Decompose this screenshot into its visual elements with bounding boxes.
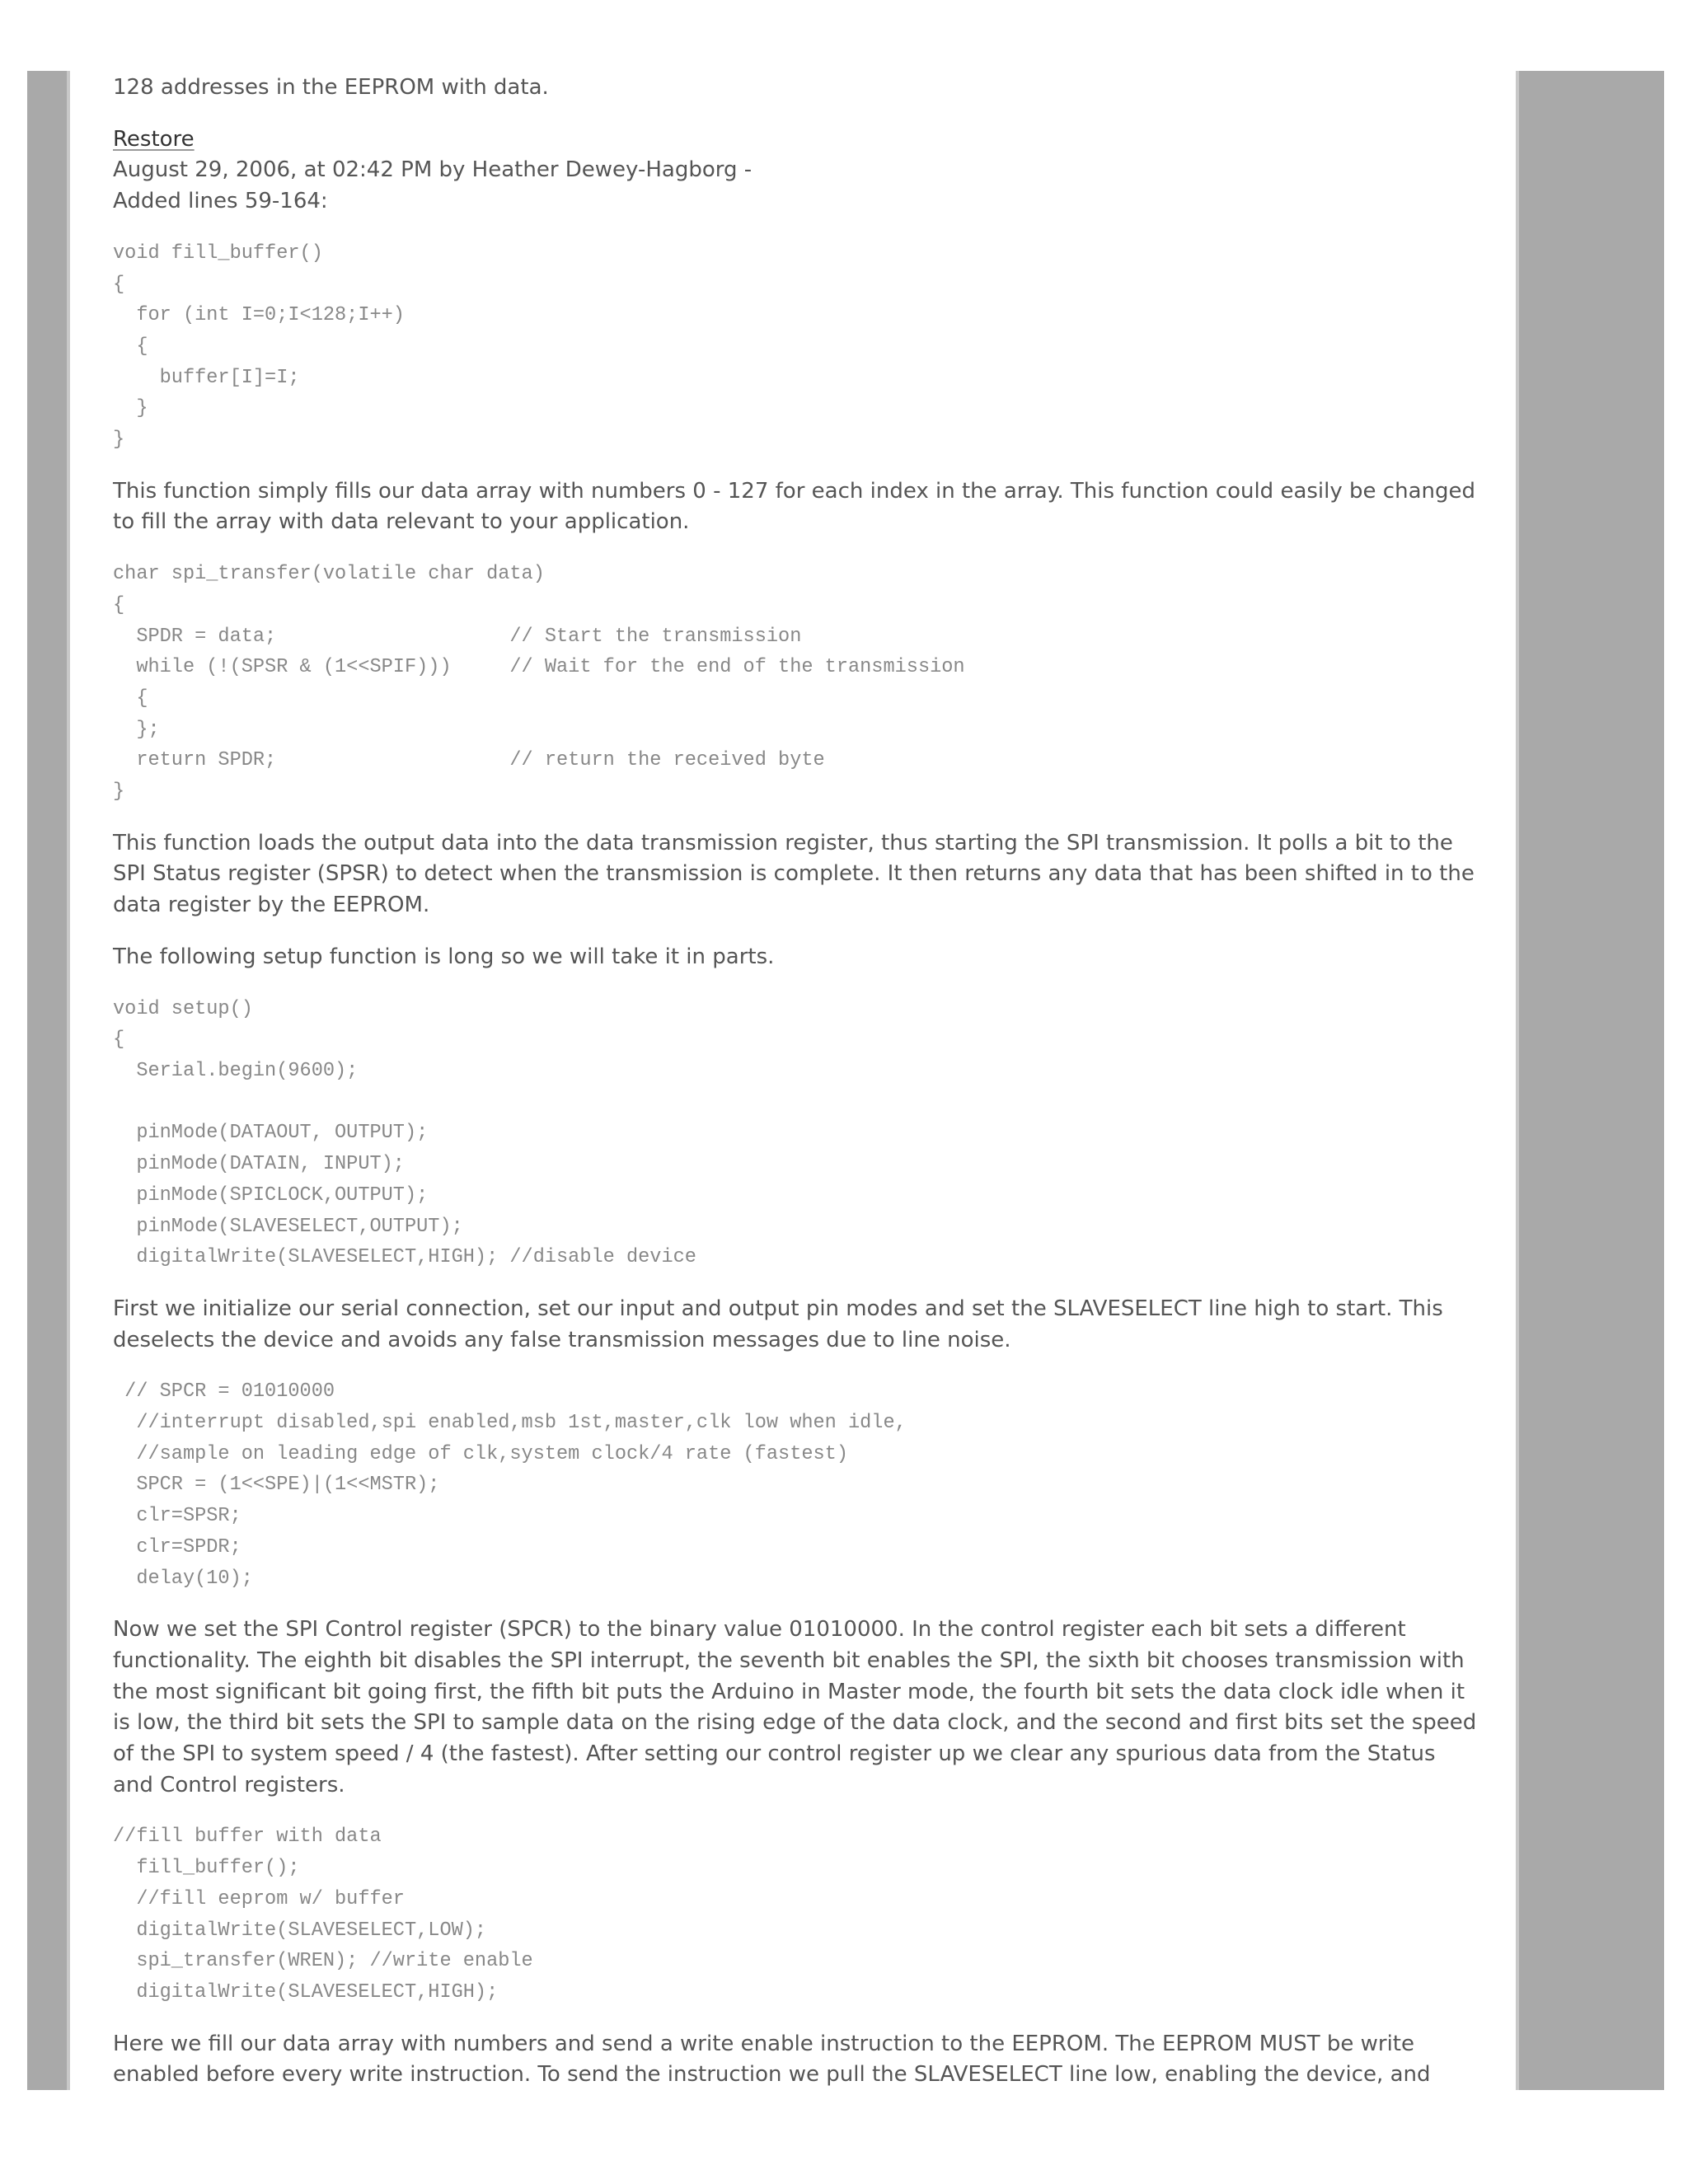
change-summary: Added lines 59-164: xyxy=(113,189,328,214)
restore-link[interactable]: Restore xyxy=(113,126,195,152)
paragraph-spi-transfer: This function loads the output data into the data transmission register, thus starting the SPI transmission. It polls a bit to the SPI Status register (SPSR) to detect when the transmission is complete. It then returns any data that has been shifted in to the data register by the EEPROM. xyxy=(113,830,1475,918)
spacer xyxy=(113,1273,1481,1294)
code-block-spi-transfer: char spi_transfer(volatile char data) { SPDR = data; // Start the transmission while (!(SPSR & (1<<SPIF))) // Wait for the end of the transmission { }; return SPDR; // return the received byte } xyxy=(113,563,965,804)
paragraph-setup-intro: The following setup function is long so we will take it in parts. xyxy=(113,944,775,969)
spacer xyxy=(113,218,1481,238)
paragraph-write-enable: Here we fill our data array with numbers and send a write enable instruction to the EEPROM. The EEPROM MUST be write enabled before every write instruction. To send the instruction we pull the SLAVESELECT line low, enabling the device, and xyxy=(113,2031,1431,2088)
code-block-spcr: // SPCR = 01010000 //interrupt disabled,spi enabled,msb 1st,master,clk low when idle, //sample on leading edge of clk,system clock/4 rate (fastest) SPCR = (1<<SPE)|(1<<MSTR); clr=SPSR; clr=SPDR; delay(10); xyxy=(124,1380,907,1590)
code-block-fill-eeprom: //fill buffer with data fill_buffer(); //fill eeprom w/ buffer digitalWrite(SLAVESELECT,LOW); spi_transfer(WREN); //write enable digitalWrite(SLAVESELECT,HIGH); xyxy=(113,1825,533,2004)
spacer xyxy=(113,1594,1481,1615)
spacer xyxy=(113,921,1481,942)
spacer xyxy=(113,1356,1481,1376)
spacer xyxy=(113,973,1481,994)
paragraph-serial-init: First we initialize our serial connection, set our input and output pin modes and set the SLAVESELECT line high to start. This deselects the device and avoids any false transmission messages due to line noise. xyxy=(113,1296,1443,1352)
revision-meta: August 29, 2006, at 02:42 PM by Heather Dewey-Hagborg - xyxy=(113,157,753,183)
code-block-setup: void setup() { Serial.begin(9600); pinMode(DATAOUT, OUTPUT); pinMode(DATAIN, INPUT); pinMode(SPICLOCK,OUTPUT); pinMode(SLAVESELECT,OUTPUT); digitalWrite(SLAVESELECT,HIGH); //disable device xyxy=(113,997,696,1269)
paragraph-fill-buffer: This function simply fills our data array with numbers 0 - 127 for each index in the array. This function could easily be changed to fill the array with data relevant to your application. xyxy=(113,478,1475,535)
spacer xyxy=(113,2008,1481,2029)
spacer xyxy=(113,808,1481,828)
paragraph-spcr: Now we set the SPI Control register (SPCR) to the binary value 01010000. In the control register each bit sets a different functionality. The eighth bit disables the SPI interrupt, the seventh bit enables the SPI, the sixth bit chooses transmission with the most significant bit going first, the fifth bit puts the Arduino in Master mode, the fourth bit sets the data clock idle when it is low, the third bit sets the SPI to sample data on the rising edge of the data clock, and the second and first bits set the speed of the SPI to system speed / 4 (the fastest). After setting our control register up we clear any spurious data from the Status and Control registers. xyxy=(113,1617,1477,1797)
spacer xyxy=(113,456,1481,476)
left-margin-bar xyxy=(27,71,70,2090)
intro-text: 128 addresses in the EEPROM with data. xyxy=(113,75,549,100)
spacer xyxy=(113,538,1481,559)
right-sidebar xyxy=(1519,71,1664,2090)
page-content xyxy=(113,71,1481,2091)
left-margin-bar-edge xyxy=(67,71,70,2090)
spacer xyxy=(113,104,1481,124)
spacer xyxy=(113,1801,1481,1821)
code-block-fill-buffer: void fill_buffer() { for (int I=0;I<128;I++) { buffer[I]=I; } } xyxy=(113,241,405,452)
